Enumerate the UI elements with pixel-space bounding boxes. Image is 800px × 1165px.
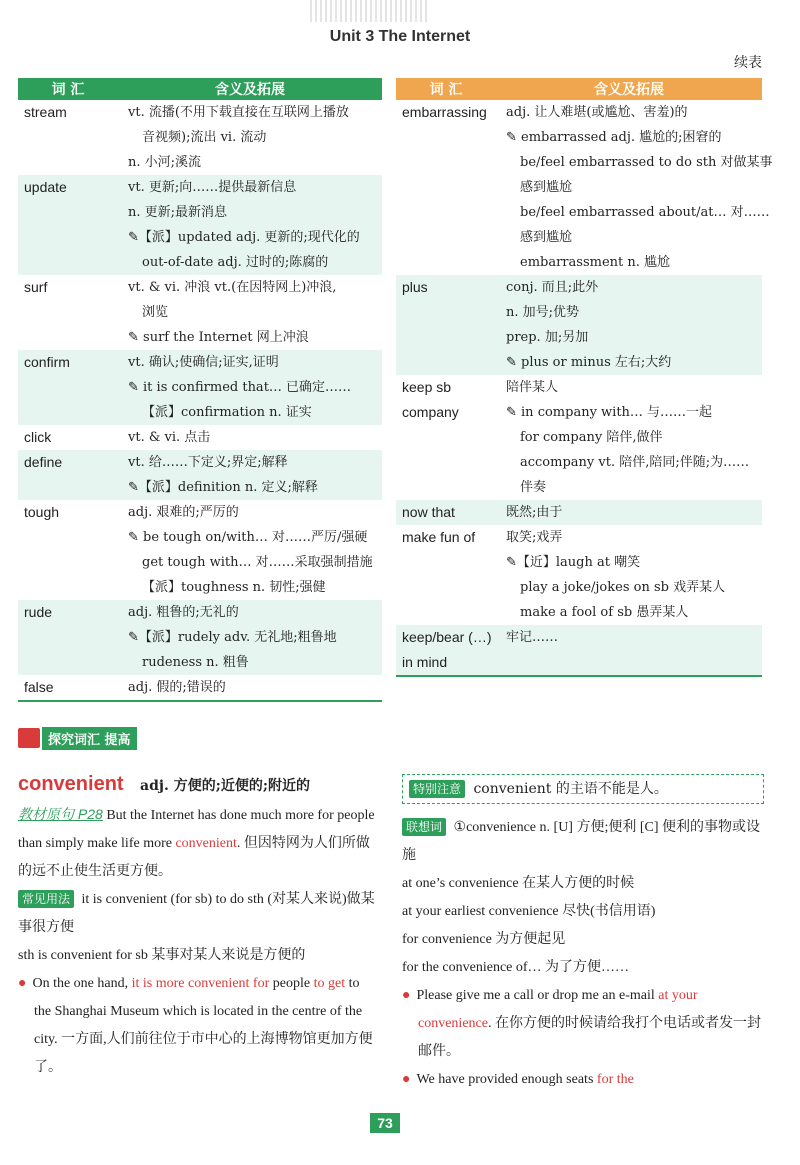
entry-definitions — [506, 525, 762, 625]
definition-line: vt. 给……下定义;界定;解释 — [128, 455, 288, 470]
ex-part: people — [269, 976, 314, 991]
entry-word: keep sb — [402, 379, 452, 395]
entry-definitions — [128, 100, 382, 175]
header-word: 词 汇 — [429, 82, 463, 98]
explore-right-column — [402, 774, 764, 1094]
table-header — [18, 78, 382, 100]
usage-tag: 常见用法 — [18, 890, 74, 908]
definition-line: ✎ embarrassed adj. 尴尬的;困窘的 — [506, 130, 722, 145]
usage-1 — [18, 886, 380, 942]
entry-word: stream — [24, 104, 67, 120]
definition-line: 既然;由于 — [506, 505, 563, 520]
continued-label: 续表 — [734, 55, 762, 71]
entry-word: confirm — [24, 354, 70, 370]
definition-line: rudeness n. 粗鲁 — [142, 655, 249, 670]
definition-line: 感到尴尬 — [520, 230, 573, 245]
section-title: 探究词汇 提高 — [42, 727, 137, 750]
assoc-5: for the convenience of… 为了方便…… — [402, 960, 630, 975]
entry-word: update — [24, 179, 67, 195]
entry-word: click — [24, 429, 52, 445]
table-header — [396, 78, 762, 100]
entry-word: define — [24, 454, 63, 470]
entry-word: embarrassing — [402, 104, 487, 120]
entry-definitions — [506, 275, 762, 375]
table-row — [396, 375, 762, 400]
table-row — [396, 500, 762, 525]
note-text: convenient 的主语不能是人。 — [473, 781, 668, 797]
assoc-1 — [402, 814, 764, 870]
definition-line: adj. 让人难堪(或尴尬、害羞)的 — [506, 105, 688, 120]
header-meaning: 含义及拓展 — [594, 82, 664, 98]
table-row — [18, 350, 382, 425]
entry-definitions — [128, 175, 382, 275]
source-en: But the Internet has done much more for people than simply make life more — [18, 808, 375, 851]
table-row — [18, 450, 382, 500]
ex-part: On the one hand, — [32, 976, 132, 991]
headword-line — [18, 770, 380, 800]
definition-line: get tough with… 对……采取强制措施 — [142, 555, 373, 570]
definition-line: ✎【派】definition n. 定义;解释 — [128, 480, 318, 495]
table-row — [18, 600, 382, 675]
definition-line: 【派】confirmation n. 证实 — [142, 405, 312, 420]
usage-2: sth is convenient for sb 某事对某人来说是方便的 — [18, 948, 306, 963]
table-row — [18, 175, 382, 275]
definition-line: ✎【派】rudely adv. 无礼地;粗鲁地 — [128, 630, 337, 645]
vocab-table-right — [396, 78, 773, 677]
table-row — [18, 275, 382, 350]
definition-line: adj. 艰难的;严厉的 — [128, 505, 239, 520]
example-1 — [18, 970, 380, 1082]
table-row — [396, 400, 762, 500]
book-icon — [18, 728, 40, 748]
page-number: 73 — [370, 1113, 400, 1133]
definition-line: 【派】toughness n. 韧性;强健 — [142, 580, 326, 595]
entry-definitions — [506, 100, 777, 275]
definition-line: n. 更新;最新消息 — [128, 205, 228, 220]
table-row — [396, 275, 762, 375]
definition-line: ✎ it is confirmed that… 已确定…… — [128, 380, 352, 395]
definition-line: accompany vt. 陪伴,陪同;伴随;为…… — [520, 455, 750, 470]
ex-part: We have provided enough seats — [416, 1072, 597, 1087]
ex-red: it is more convenient for — [131, 976, 270, 991]
header-meaning: 含义及拓展 — [215, 82, 285, 98]
assoc-tag: 联想词 — [402, 818, 446, 836]
assoc-3: at your earliest convenience 尽快(书信用语) — [402, 904, 656, 919]
definition-line: conj. 而且;此外 — [506, 280, 599, 295]
entry-word: rude — [24, 604, 53, 620]
definition-line: n. 小河;溪流 — [128, 155, 202, 170]
explore-left-column — [18, 770, 380, 1082]
bullet-icon: ● — [18, 976, 27, 991]
definition-line: n. 加号;优势 — [506, 305, 580, 320]
definition-line: 音视频);流出 vi. 流动 — [142, 130, 267, 145]
headword: convenient — [18, 773, 124, 795]
entry-word: surf — [24, 279, 48, 295]
entry-definitions — [128, 350, 382, 425]
assoc-2: at one’s convenience 在某人方便的时候 — [402, 876, 635, 891]
entry-definitions — [128, 450, 382, 500]
header-word: 词 汇 — [51, 82, 85, 98]
definition-line: vt. 确认;使确信;证实,证明 — [128, 355, 279, 370]
ex-part: to the Shanghai Museum which is located in the centre of the city. 一方面,人们前往位于市中心的上海博物馆更加方便了。 — [34, 976, 373, 1075]
definition-line: ✎ in company with… 与……一起 — [506, 405, 713, 420]
assoc-1-text: ①convenience n. [U] 方便;便利 [C] 便利的事物或设施 — [402, 820, 761, 863]
entry-word: keep/bear (…) — [402, 629, 492, 645]
source-red: convenient — [175, 836, 237, 851]
definition-line: ✎ be tough on/with… 对……严厉/强硬 — [128, 530, 368, 545]
definition-line: vt. 更新;向……提供最新信息 — [128, 180, 297, 195]
definition-line: be/feel embarrassed to do sth 对做某事 — [520, 155, 773, 170]
entry-definitions — [128, 500, 382, 600]
table-row — [396, 525, 762, 625]
headword-pos: adj. 方便的;近便的;附近的 — [140, 778, 311, 794]
assoc-4: for convenience 为方便起见 — [402, 932, 566, 947]
definition-line: adj. 假的;错误的 — [128, 680, 226, 695]
definition-line: 陪伴某人 — [506, 380, 559, 395]
header-decoration — [310, 0, 430, 22]
ex-red: to get — [313, 976, 346, 991]
entry-definitions — [128, 275, 382, 350]
table-row — [18, 425, 382, 450]
definition-line: vt. 流播(不用下载直接在互联网上播放 — [128, 105, 349, 120]
entry-word: now that — [402, 504, 455, 520]
bullet-icon: ● — [402, 1072, 411, 1087]
definition-line: vt. & vi. 冲浪 vt.(在因特网上)冲浪, — [128, 280, 337, 295]
definition-line: adj. 粗鲁的;无礼的 — [128, 605, 239, 620]
ex-red: at your convenience — [418, 988, 698, 1031]
definition-line: for company 陪伴,做伴 — [520, 430, 663, 445]
table-row — [396, 650, 762, 675]
definition-line: play a joke/jokes on sb 戏弄某人 — [520, 580, 726, 595]
definition-line: 感到尴尬 — [520, 180, 573, 195]
bullet-icon: ● — [402, 988, 411, 1003]
entry-definitions — [506, 500, 762, 525]
table-row — [18, 100, 382, 175]
entry-word: in mind — [402, 654, 448, 670]
entry-definitions — [128, 675, 382, 700]
definition-line: vt. & vi. 点击 — [128, 430, 211, 445]
ex-red: for the — [596, 1072, 634, 1087]
table-rule — [396, 675, 762, 677]
vocab-table-left — [18, 78, 382, 702]
table-row — [396, 625, 762, 650]
definition-line: 牢记…… — [506, 630, 559, 645]
ex-part: . 在你方便的时候请给我打个电话或者发一封邮件。 — [418, 1016, 761, 1059]
definition-line: 浏览 — [142, 305, 169, 320]
definition-line: make a fool of sb 愚弄某人 — [520, 605, 689, 620]
entry-definitions — [128, 600, 382, 675]
definition-line: 取笑;戏弄 — [506, 530, 563, 545]
definition-line: ✎ plus or minus 左右;大约 — [506, 355, 672, 370]
entry-definitions — [128, 425, 382, 450]
definition-line: out-of-date adj. 过时的;陈腐的 — [142, 255, 329, 270]
definition-line: ✎ surf the Internet 网上冲浪 — [128, 330, 309, 345]
definition-line: embarrassment n. 尴尬 — [520, 255, 671, 270]
entry-word: make fun of — [402, 529, 476, 545]
table-rule — [18, 700, 382, 702]
entry-word: false — [24, 679, 54, 695]
example-r2 — [402, 1066, 764, 1094]
source-tag: 教材原句 P28 — [18, 806, 103, 822]
source-sentence — [18, 800, 380, 886]
note-tag: 特别注意 — [409, 780, 465, 798]
table-row — [396, 100, 773, 275]
usage-1-text: it is convenient (for sb) to do sth (对某人来说)做某事很方便 — [18, 892, 375, 935]
entry-definitions — [506, 625, 762, 650]
entry-definitions — [506, 375, 762, 400]
section-badge — [18, 727, 137, 749]
entry-definitions — [506, 400, 762, 500]
entry-word: plus — [402, 279, 428, 295]
definition-line: ✎【派】updated adj. 更新的;现代化的 — [128, 230, 360, 245]
example-r1 — [402, 982, 764, 1066]
table-row — [18, 675, 382, 700]
definition-line: ✎【近】laugh at 嘲笑 — [506, 555, 641, 570]
ex-part: Please give me a call or drop me an e-mail — [416, 988, 659, 1003]
source-cn: . 但因特网为人们所做的远不止使生活更方便。 — [18, 836, 370, 879]
entry-word: company — [402, 404, 459, 420]
unit-title: Unit 3 The Internet — [329, 28, 471, 45]
definition-line: prep. 加;另加 — [506, 330, 589, 345]
table-row — [18, 500, 382, 600]
entry-word: tough — [24, 504, 60, 520]
definition-line: be/feel embarrassed about/at… 对…… — [520, 205, 770, 220]
note-box — [402, 774, 764, 804]
entry-definitions — [506, 650, 762, 675]
definition-line: 伴奏 — [520, 480, 547, 495]
